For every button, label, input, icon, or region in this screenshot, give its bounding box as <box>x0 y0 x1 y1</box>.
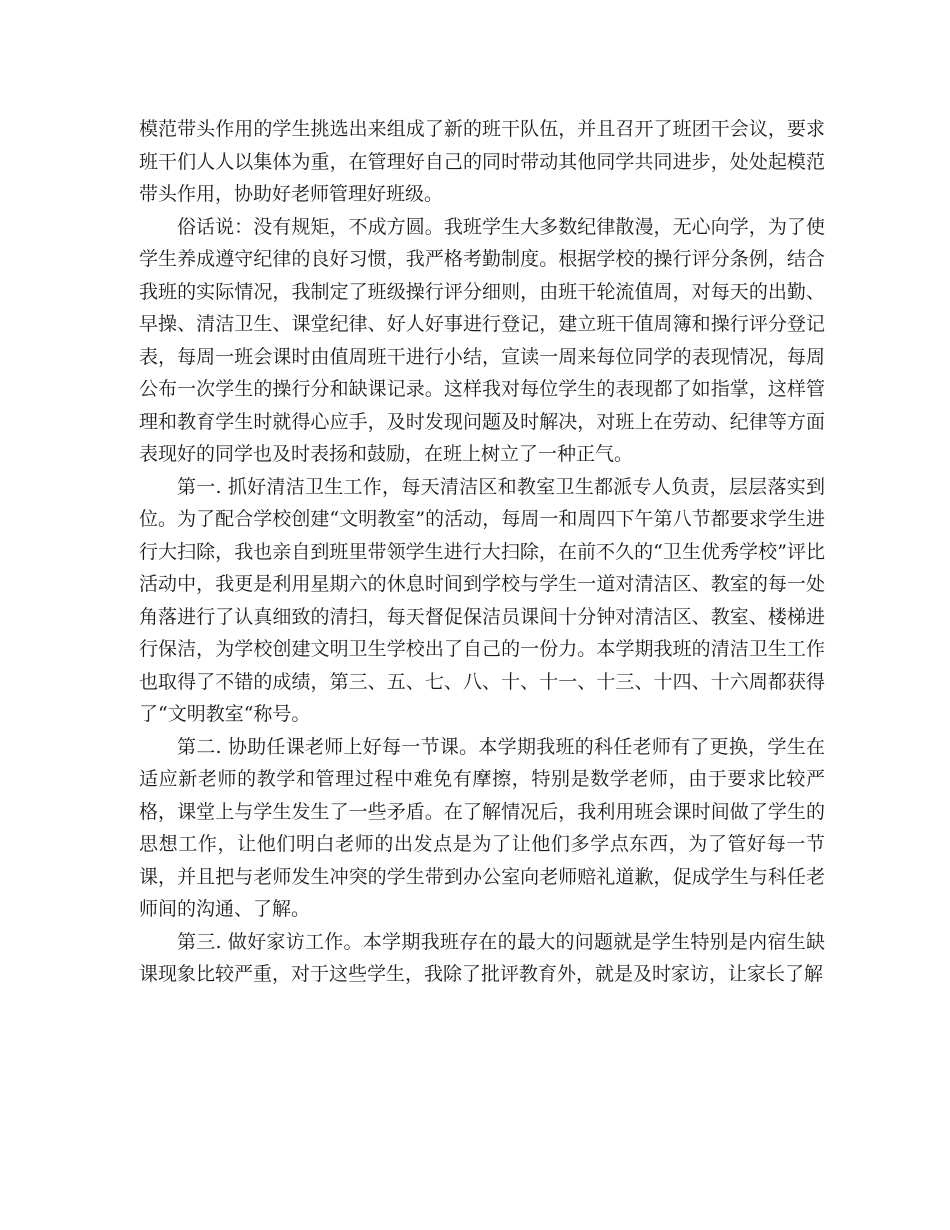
paragraph-4: 第二. 协助任课老师上好每一节课。本学期我班的科任老师有了更换，学生在适应新老师的教学和管理过程中难免有摩擦，特别是数学老师，由于要求比较严格，课堂上与学生发生了一些矛盾。在了解情况后，我利用班会课时间做了学生的思想工作，让他们明白老师的出发点是为了让他们多学点东西，为了管好每一节课，并且把与老师发生冲突的学生带到办公室向老师赔礼道歉，促成学生与科任老师间的沟通、了解。 <box>139 735 825 920</box>
paragraph-2: 俗话说：没有规矩，不成方圆。我班学生大多数纪律散漫，无心向学，为了使学生养成遵守纪律的良好习惯，我严格考勤制度。根据学校的操行评分条例，结合我班的实际情况，我制定了班级操行评分细则，由班干轮流值周，对每天的出勤、早操、清洁卫生、课堂纪律、好人好事进行登记，建立班干值周簿和操行评分登记表，每周一班会课时由值周班干进行小结，宣读一周来每位同学的表现情况，每周公布一次学生的操行分和缺课记录。这样我对每位学生的表现都了如指掌，这样管理和教育学生时就得心应手，及时发现问题及时解决，对班上在劳动、纪律等方面表现好的同学也及时表扬和鼓励，在班上树立了一种正气。 <box>139 215 825 465</box>
paragraph-1: 模范带头作用的学生挑选出来组成了新的班干队伍，并且召开了班团干会议，要求班干们人人以集体为重，在管理好自己的同时带动其他同学共同进步，处处起模范带头作用，协助好老师管理好班级。 <box>139 118 825 205</box>
paragraph-5: 第三. 做好家访工作。本学期我班存在的最大的问题就是学生特别是内宿生缺课现象比较严重，对于这些学生，我除了批评教育外，就是及时家访，让家长了解 <box>139 930 825 985</box>
paragraph-3: 第一. 抓好清洁卫生工作，每天清洁区和教室卫生都派专人负责，层层落实到位。为了配合学校创建“文明教室”的活动，每周一和周四下午第八节都要求学生进行大扫除，我也亲自到班里带领学生进行大扫除，在前不久的“卫生优秀学校”评比活动中，我更是利用星期六的休息时间到学校与学生一道对清洁区、教室的每一处角落进行了认真细致的清扫，每天督促保洁员课间十分钟对清洁区、教室、楼梯进行保洁，为学校创建文明卫生学校出了自己的一份力。本学期我班的清洁卫生工作也取得了不错的成绩，第三、五、七、八、十、十一、十三、十四、十六周都获得了“文明教室“称号。 <box>139 475 825 725</box>
document-body <box>139 113 825 991</box>
